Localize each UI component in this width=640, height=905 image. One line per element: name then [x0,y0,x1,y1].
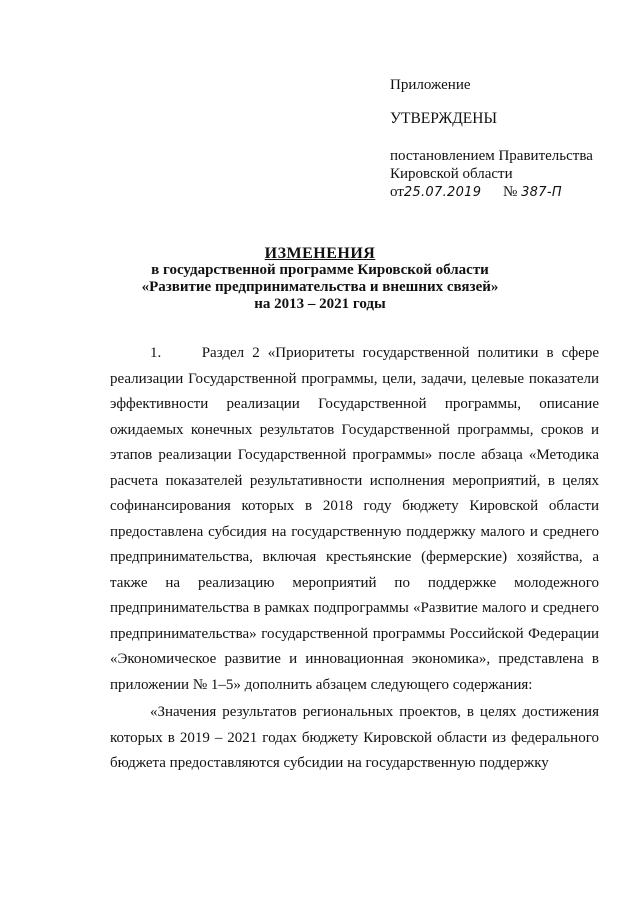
handwritten-number: 387-П [521,185,562,200]
document-body [110,341,599,777]
heading-line-2: в государственной программе Кировской области [151,262,489,278]
decree-line-2: Кировской области [390,166,513,182]
decree-line-1: постановлением Правительства [390,148,593,164]
handwritten-date: 25.07.2019 [403,185,482,200]
document-heading [0,245,640,313]
number-label: № [503,184,518,200]
heading-line-3: «Развитие предпринимательства и внешних связей» [141,279,499,295]
approved-label: УТВЕРЖДЕНЫ [390,110,497,127]
from-label: от [390,184,404,200]
approval-block [390,76,630,202]
appendix-label: Приложение [390,77,471,93]
paragraph-2: «Значения результатов региональных проектов, в целях достижения которых в 2019 – 2021 годах бюджету Кировской области из федерального бюджета предоставляются субсидии на государственную поддержку [110,704,599,771]
paragraph-1: 1. Раздел 2 «Приоритеты государственной политики в сфере реализации Государственной программы, цели, задачи, целевые показатели эффективности реализации Государственной программы, описание ожидаемых конечных результатов Государственной программы, сроков и этапов реализации Государственной программы» после абзаца «Методика расчета показателей результативности исполнения мероприятий, в целях софинансирования которых в 2018 году бюджету Кировской области предоставлена субсидия на государственную поддержку малого и среднего предпринимательства, включая крестьянские (фермерские) хозяйства, а также на реализацию мероприятий по поддержке молодежного предпринимательства в рамках подпрограммы «Развитие малого и среднего предпринимательства» государственной программы Российской Федерации «Экономическое развитие и инновационная экономика», представлена в приложении № 1–5» дополнить абзацем следующего содержания: [110,345,599,693]
document-title: ИЗМЕНЕНИЯ [264,245,376,262]
decree-date-number-line [390,183,630,202]
heading-line-4: на 2013 – 2021 годы [254,296,386,312]
